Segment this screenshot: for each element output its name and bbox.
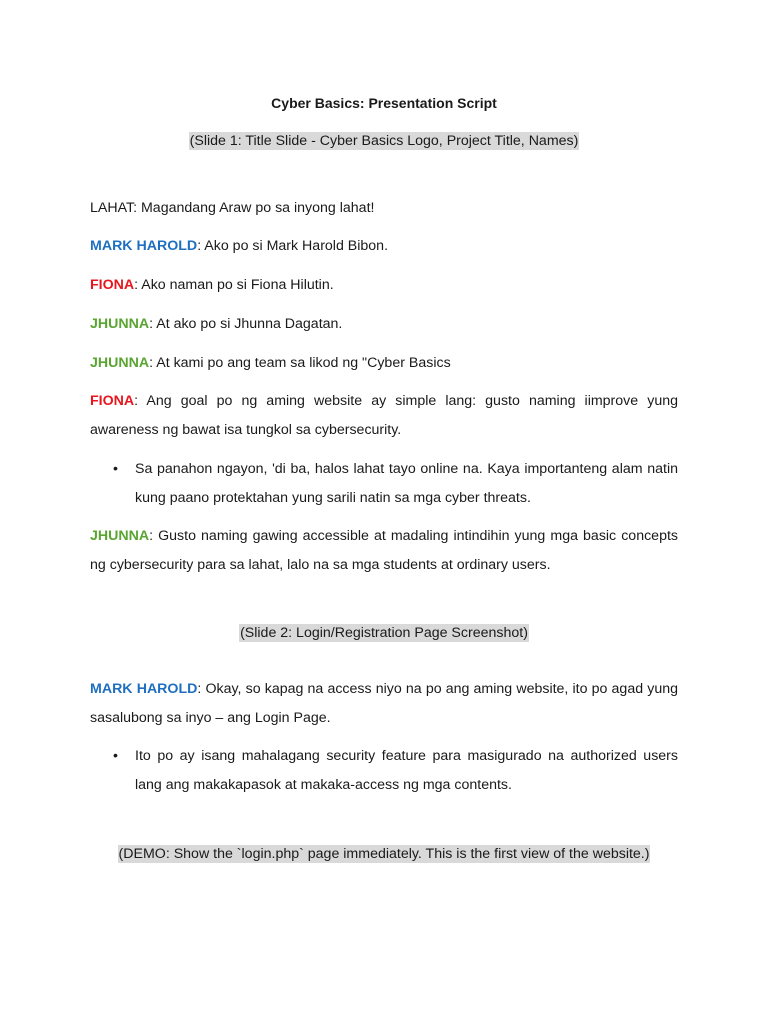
line-fiona-2 <box>90 387 678 445</box>
bullet-icon: • <box>113 461 118 477</box>
line-text: LAHAT: Magandang Araw po sa inyong lahat! <box>90 200 375 216</box>
speaker-jhunna: JHUNNA <box>90 316 150 332</box>
slide-1-note <box>0 131 768 151</box>
speaker-fiona: FIONA <box>90 393 135 409</box>
bullet-text: Ito po ay isang mahalagang security feature para masigurado na authorized users lang ang makakapasok at makaka-access ng mga contents. <box>135 748 678 793</box>
line-text: : Gusto naming gawing accessible at madaling intindihin yung mga basic concepts ng cybersecurity para sa lahat, lalo na sa mga students at ordinary users. <box>90 528 678 573</box>
speaker-jhunna: JHUNNA <box>90 355 150 371</box>
slide-1-note-text: (Slide 1: Title Slide - Cyber Basics Logo, Project Title, Names) <box>189 133 579 149</box>
line-jhunna-3 <box>90 522 678 580</box>
bullet-item-1 <box>113 455 678 513</box>
line-text: : Ang goal po ng aming website ay simple lang: gusto naming iimprove yung awareness ng bawat isa tungkol sa cybersecurity. <box>90 393 678 438</box>
line-jhunna-2 <box>90 353 678 373</box>
line-mark-harold-2 <box>90 675 678 733</box>
line-mark-harold-1 <box>90 236 678 256</box>
line-text: : Okay, so kapag na access niyo na po ang aming website, ito po agad yung sasalubong sa inyo – ang Login Page. <box>90 681 679 726</box>
demo-note-text: (DEMO: Show the `login.php` page immediately. This is the first view of the website.) <box>118 846 650 862</box>
demo-note <box>0 844 768 864</box>
slide-2-note <box>0 623 768 643</box>
bullet-item-2 <box>113 742 678 800</box>
line-text: : At kami po ang team sa likod ng "Cyber Basics <box>149 355 451 371</box>
line-jhunna-1 <box>90 314 678 334</box>
slide-2-note-text: (Slide 2: Login/Registration Page Screenshot) <box>240 625 528 641</box>
bullet-text: Sa panahon ngayon, 'di ba, halos lahat tayo online na. Kaya importanteng alam natin kung paano protektahan yung sarili natin sa mga cyber threats. <box>135 461 678 506</box>
line-text: : Ako naman po si Fiona Hilutin. <box>134 277 334 293</box>
line-text: : Ako po si Mark Harold Bibon. <box>197 238 389 254</box>
speaker-jhunna: JHUNNA <box>90 528 150 544</box>
speaker-mark-harold: MARK HAROLD <box>90 681 198 697</box>
speaker-fiona: FIONA <box>90 277 135 293</box>
document-title: Cyber Basics: Presentation Script <box>271 95 497 111</box>
speaker-mark-harold: MARK HAROLD <box>90 238 198 254</box>
line-fiona-1 <box>90 275 678 295</box>
line-lahat <box>90 198 678 218</box>
bullet-icon: • <box>113 748 118 764</box>
line-text: : At ako po si Jhunna Dagatan. <box>149 316 343 332</box>
